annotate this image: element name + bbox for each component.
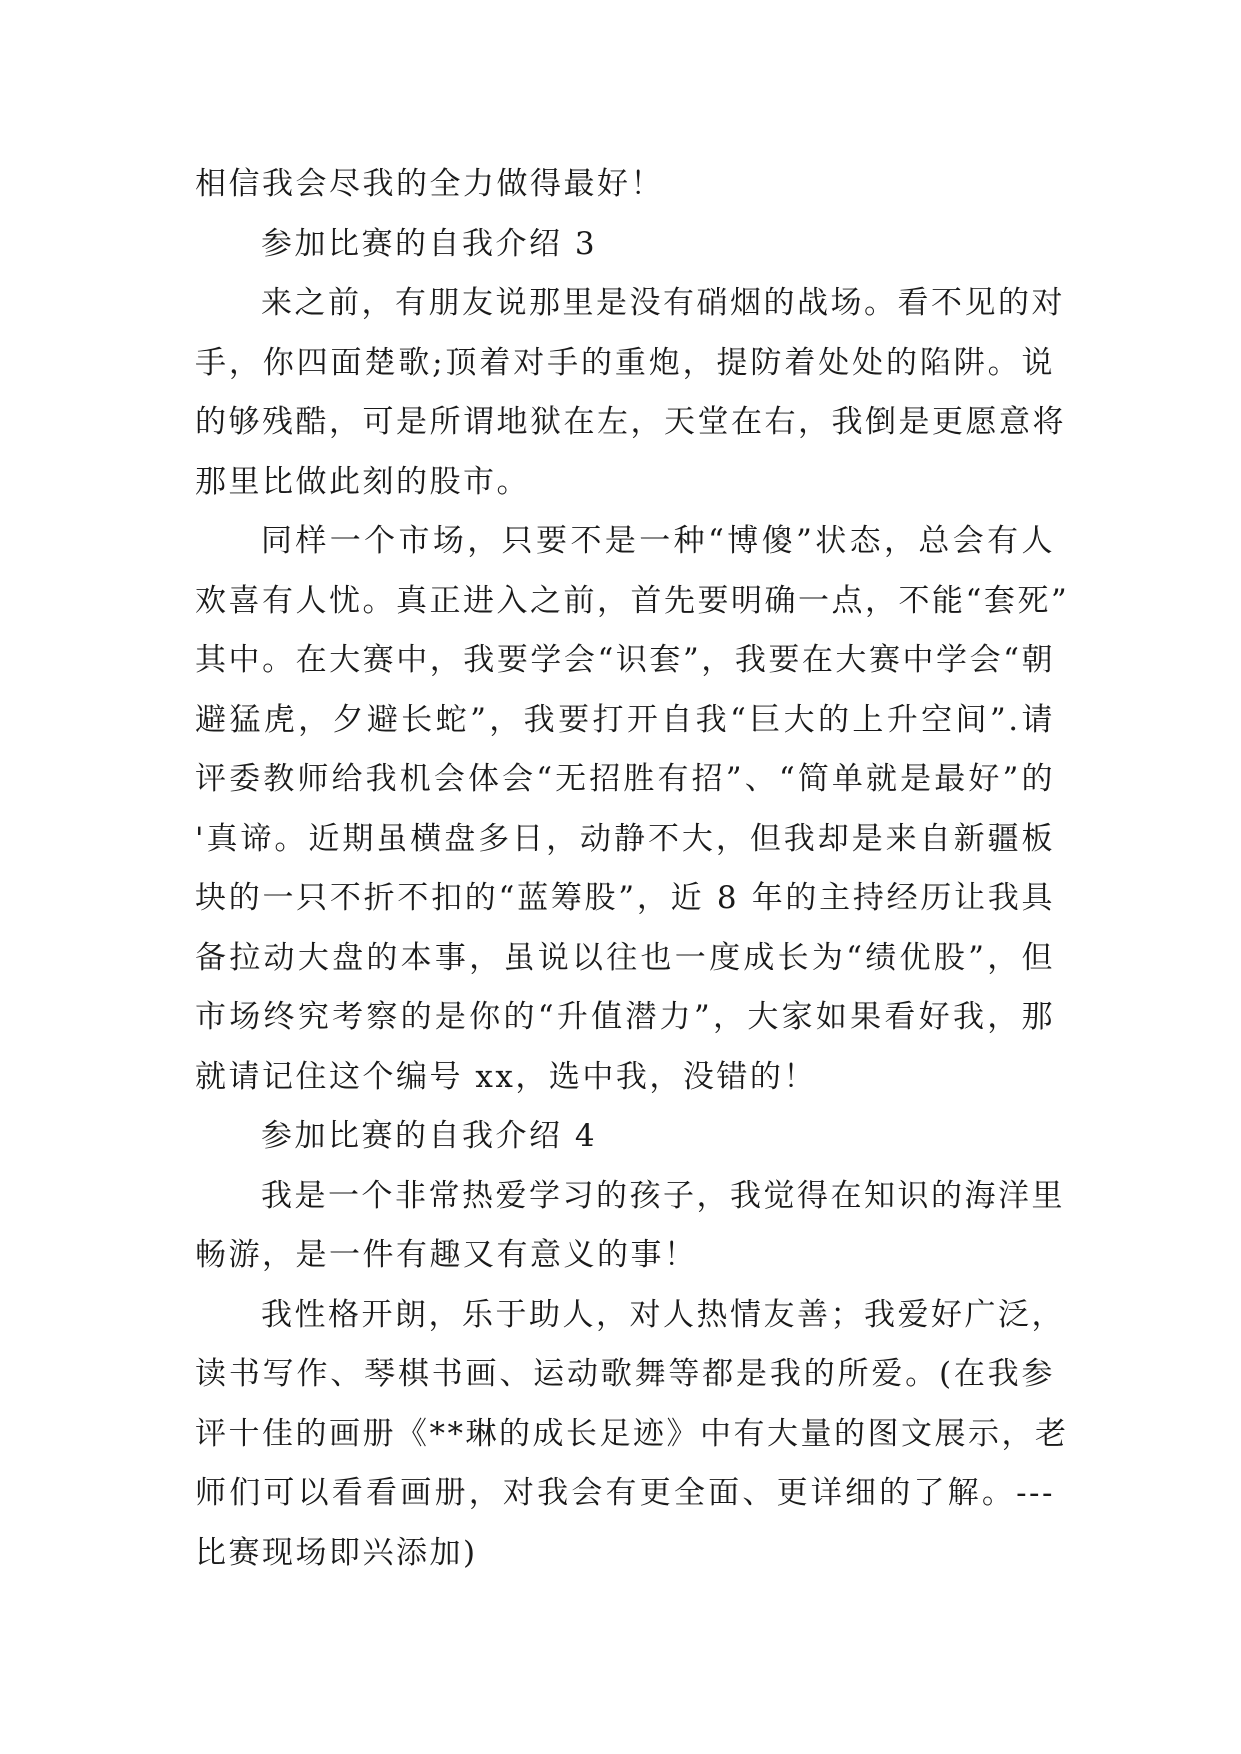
text-line: 避猛虎，夕避长蛇”，我要打开自我“巨大的上升空间”.请	[195, 701, 1055, 738]
text-line: 备拉动大盘的本事，虽说以往也一度成长为“绩优股”，但	[195, 939, 1055, 976]
text-line: 同样一个市场，只要不是一种“博傻”状态，总会有人	[261, 523, 1055, 559]
text-line: 我性格开朗，乐于助人，对人热情友善；我爱好广泛，	[261, 1296, 1065, 1333]
text-line: 我是一个非常热爱学习的孩子，我觉得在知识的海洋里	[261, 1177, 1065, 1214]
text-line: 参加比赛的自我介绍 3	[261, 225, 598, 262]
text-line: 就请记住这个编号 xx，选中我，没错的！	[195, 1058, 817, 1095]
text-line: 来之前，有朋友说那里是没有硝烟的战场。看不见的对	[261, 285, 1065, 321]
text-line: 参加比赛的自我介绍 4	[261, 1118, 598, 1154]
text-line: '真谛。近期虽横盘多日，动静不大，但我却是来自新疆板	[195, 820, 1055, 857]
text-line: 相信我会尽我的全力做得最好！	[195, 166, 664, 202]
document-body	[195, 155, 1070, 1583]
text-line: 读书写作、琴棋书画、运动歌舞等都是我的所爱。(在我参	[195, 1356, 1055, 1392]
text-line: 比赛现场即兴添加)	[195, 1534, 478, 1571]
text-line: 其中。在大赛中，我要学会“识套”，我要在大赛中学会“朝	[195, 642, 1055, 678]
text-line: 评委教师给我机会体会“无招胜有招”、“简单就是最好”的	[195, 761, 1055, 797]
text-line: 那里比做此刻的股市。	[195, 463, 530, 500]
text-line: 市场终究考察的是你的“升值潜力”，大家如果看好我，那	[195, 999, 1055, 1035]
text-line: 欢喜有人忧。真正进入之前，首先要明确一点，不能“套死”	[195, 582, 1070, 619]
text-line: 畅游，是一件有趣又有意义的事！	[195, 1237, 698, 1273]
text-line: 块的一只不折不扣的“蓝筹股”，近 8 年的主持经历让我具	[195, 880, 1055, 916]
text-line: 手，你四面楚歌;顶着对手的重炮，提防着处处的陷阱。说	[195, 344, 1055, 381]
text-line: 评十佳的画册《**琳的成长足迹》中有大量的图文展示，老	[195, 1415, 1069, 1452]
text-line: 的够残酷，可是所谓地狱在左，天堂在右，我倒是更愿意将	[195, 404, 1066, 440]
text-line: 师们可以看看画册，对我会有更全面、更详细的了解。---	[195, 1475, 1055, 1511]
